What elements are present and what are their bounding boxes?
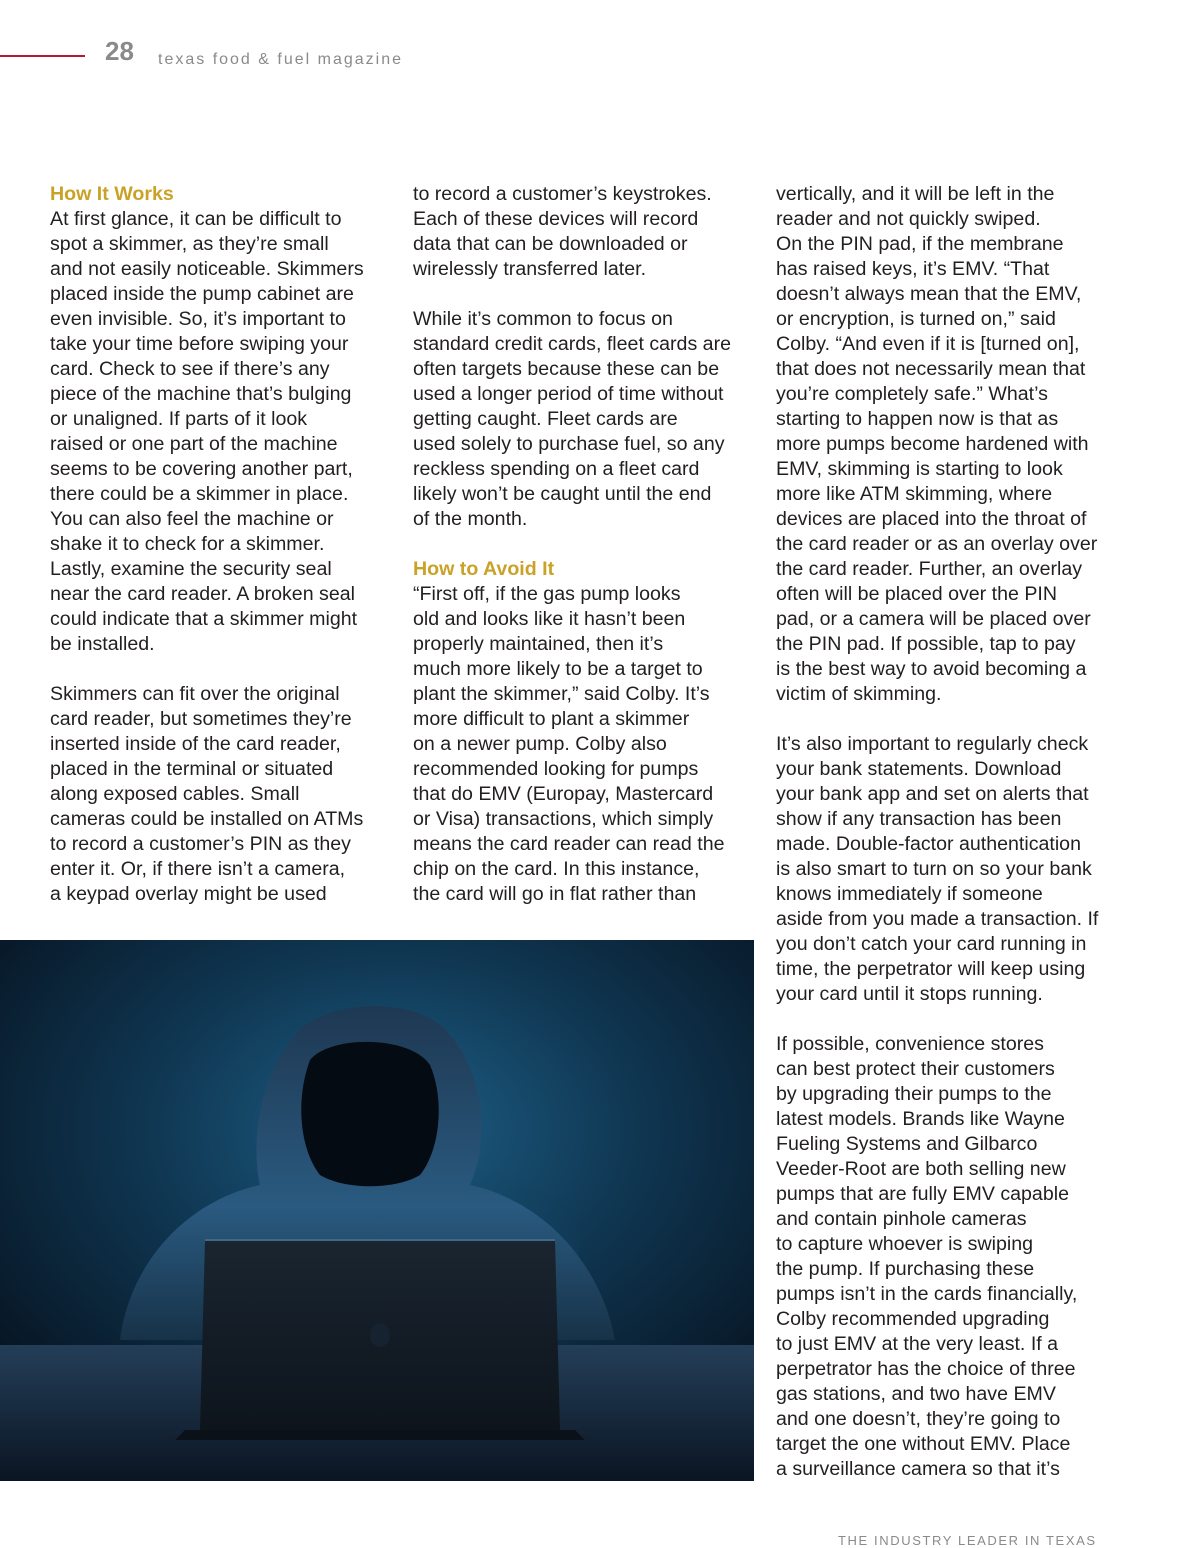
article-column-2 — [413, 182, 758, 907]
text-line: inserted inside of the card reader, — [50, 733, 341, 755]
text-line: the card will go in flat rather than — [413, 883, 697, 905]
text-line: on a newer pump. Colby also — [413, 733, 667, 755]
text-line: getting caught. Fleet cards are — [413, 408, 678, 430]
text-line: EMV, skimming is starting to look — [776, 458, 1063, 480]
section-heading: How to Avoid It — [413, 558, 555, 580]
text-line: to record a customer’s keystrokes. — [413, 183, 712, 205]
text-line: chip on the card. In this instance, — [413, 858, 700, 880]
text-line: vertically, and it will be left in the — [776, 183, 1055, 205]
text-line: card reader, but sometimes they’re — [50, 708, 352, 730]
text-line: the pump. If purchasing these — [776, 1258, 1035, 1280]
text-line: to capture whoever is swiping — [776, 1233, 1034, 1255]
text-line: show if any transaction has been — [776, 808, 1062, 830]
text-line: piece of the machine that’s bulging — [50, 383, 352, 405]
text-line: and contain pinhole cameras — [776, 1208, 1027, 1230]
text-line: you’re completely safe.” What’s — [776, 383, 1048, 405]
text-line: reader and not quickly swiped. — [776, 208, 1041, 230]
text-line: a surveillance camera so that it’s — [776, 1458, 1060, 1480]
text-line: likely won’t be caught until the end — [413, 483, 712, 505]
text-line: by upgrading their pumps to the — [776, 1083, 1052, 1105]
text-line: devices are placed into the throat of — [776, 508, 1087, 530]
text-line: or unaligned. If parts of it look — [50, 408, 308, 430]
text-line: along exposed cables. Small — [50, 783, 300, 805]
text-line: of the month. — [413, 508, 528, 530]
text-line: seems to be covering another part, — [50, 458, 353, 480]
text-line: the PIN pad. If possible, tap to pay — [776, 633, 1076, 655]
text-line: On the PIN pad, if the membrane — [776, 233, 1064, 255]
text-line: standard credit cards, fleet cards are — [413, 333, 732, 355]
text-line: At first glance, it can be difficult to — [50, 208, 342, 230]
text-line: Lastly, examine the security seal — [50, 558, 332, 580]
text-line: made. Double-factor authentication — [776, 833, 1081, 855]
text-line: is the best way to avoid becoming a — [776, 658, 1087, 680]
text-line: pumps isn’t in the cards financially, — [776, 1283, 1078, 1305]
text-line: to just EMV at the very least. If a — [776, 1333, 1059, 1355]
text-line: the card reader. Further, an overlay — [776, 558, 1083, 580]
page-number: 28 — [105, 36, 134, 66]
text-line: is also smart to turn on so your bank — [776, 858, 1092, 880]
text-line: means the card reader can read the — [413, 833, 725, 855]
section-heading: How It Works — [50, 183, 174, 205]
laptop-logo — [370, 1323, 390, 1347]
text-line: placed in the terminal or situated — [50, 758, 334, 780]
text-line: If possible, convenience stores — [776, 1033, 1044, 1055]
text-line: plant the skimmer,” said Colby. It’s — [413, 683, 710, 705]
text-line: reckless spending on a fleet card — [413, 458, 700, 480]
text-line: and not easily noticeable. Skimmers — [50, 258, 364, 280]
text-line: shake it to check for a skimmer. — [50, 533, 325, 555]
text-line: more like ATM skimming, where — [776, 483, 1053, 505]
text-line: your bank app and set on alerts that — [776, 783, 1089, 805]
text-line: knows immediately if someone — [776, 883, 1043, 905]
text-line: starting to happen now is that as — [776, 408, 1059, 430]
text-line: raised or one part of the machine — [50, 433, 338, 455]
text-line: or Visa) transactions, which simply — [413, 808, 714, 830]
text-line: It’s also important to regularly check — [776, 733, 1089, 755]
text-line: aside from you made a transaction. If — [776, 908, 1099, 930]
text-line: to record a customer’s PIN as they — [50, 833, 351, 855]
text-line: that does not necessarily mean that — [776, 358, 1086, 380]
text-line: Colby. “And even if it is [turned on], — [776, 333, 1080, 355]
text-line: the card reader or as an overlay over — [776, 533, 1098, 555]
text-line: wirelessly transferred later. — [413, 258, 647, 280]
text-line: time, the perpetrator will keep using — [776, 958, 1086, 980]
magazine-name: texas food & fuel magazine — [158, 51, 404, 68]
article-column-1 — [50, 182, 395, 907]
text-line: Each of these devices will record — [413, 208, 699, 230]
text-line: spot a skimmer, as they’re small — [50, 233, 329, 255]
text-line: perpetrator has the choice of three — [776, 1358, 1076, 1380]
text-line: much more likely to be a target to — [413, 658, 703, 680]
text-line: that do EMV (Europay, Mastercard — [413, 783, 714, 805]
text-line: pumps that are fully EMV capable — [776, 1183, 1069, 1205]
text-line: placed inside the pump cabinet are — [50, 283, 354, 305]
text-line: there could be a skimmer in place. — [50, 483, 349, 505]
hooded-hacker-laptop-photo — [0, 940, 754, 1481]
hood-shadow-face — [301, 1042, 438, 1186]
text-line: Fueling Systems and Gilbarco — [776, 1133, 1038, 1155]
text-line: You can also feel the machine or — [50, 508, 334, 530]
text-line: more pumps become hardened with — [776, 433, 1089, 455]
text-line: you don’t catch your card running in — [776, 933, 1087, 955]
text-line: Veeder-Root are both selling new — [776, 1158, 1066, 1180]
text-line: be installed. — [50, 633, 155, 655]
text-line: a keypad overlay might be used — [50, 883, 327, 905]
text-line: doesn’t always mean that the EMV, — [776, 283, 1082, 305]
text-line: used a longer period of time without — [413, 383, 724, 405]
paragraph-break — [776, 1007, 1126, 1032]
text-line: latest models. Brands like Wayne — [776, 1108, 1065, 1130]
paragraph-break — [413, 532, 758, 557]
text-line: card. Check to see if there’s any — [50, 358, 330, 380]
text-line: take your time before swiping your — [50, 333, 349, 355]
text-line: pad, or a camera will be placed over — [776, 608, 1091, 630]
text-line: gas stations, and two have EMV — [776, 1383, 1056, 1405]
text-line: Colby recommended upgrading — [776, 1308, 1050, 1330]
text-line: cameras could be installed on ATMs — [50, 808, 364, 830]
text-line: more difficult to plant a skimmer — [413, 708, 690, 730]
paragraph-break — [50, 657, 395, 682]
text-line: even invisible. So, it’s important to — [50, 308, 346, 330]
text-line: often targets because these can be — [413, 358, 720, 380]
text-line: While it’s common to focus on — [413, 308, 673, 330]
text-line: can best protect their customers — [776, 1058, 1055, 1080]
text-line: “First off, if the gas pump looks — [413, 583, 681, 605]
paragraph-break — [776, 707, 1126, 732]
paragraph-break — [413, 282, 758, 307]
text-line: recommended looking for pumps — [413, 758, 699, 780]
text-line: old and looks like it hasn’t been — [413, 608, 686, 630]
text-line: often will be placed over the PIN — [776, 583, 1057, 605]
header-accent-rule — [0, 55, 85, 57]
text-line: has raised keys, it’s EMV. “That — [776, 258, 1050, 280]
text-line: near the card reader. A broken seal — [50, 583, 355, 605]
text-line: properly maintained, then it’s — [413, 633, 664, 655]
text-line: enter it. Or, if there isn’t a camera, — [50, 858, 346, 880]
text-line: used solely to purchase fuel, so any — [413, 433, 725, 455]
text-line: victim of skimming. — [776, 683, 942, 705]
text-line: target the one without EMV. Place — [776, 1433, 1071, 1455]
laptop-base — [175, 1430, 585, 1440]
text-line: Skimmers can fit over the original — [50, 683, 340, 705]
text-line: or encryption, is turned on,” said — [776, 308, 1056, 330]
text-line: could indicate that a skimmer might — [50, 608, 358, 630]
text-line: data that can be downloaded or — [413, 233, 688, 255]
article-column-3 — [776, 182, 1126, 1482]
footer-tagline: THE INDUSTRY LEADER IN TEXAS — [838, 1533, 1097, 1548]
text-line: your bank statements. Download — [776, 758, 1062, 780]
text-line: and one doesn’t, they’re going to — [776, 1408, 1061, 1430]
text-line: your card until it stops running. — [776, 983, 1043, 1005]
